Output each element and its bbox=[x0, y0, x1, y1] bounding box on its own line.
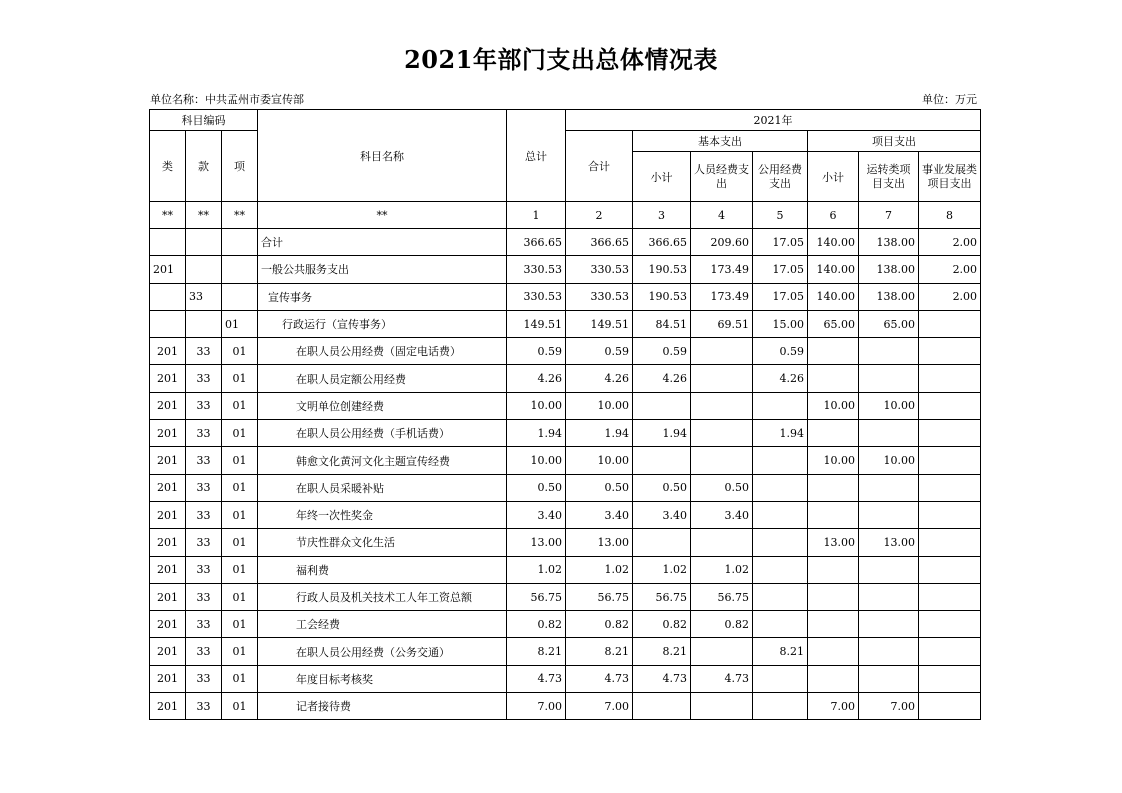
cell-xiang bbox=[222, 283, 258, 310]
cell-xiang: 01 bbox=[222, 665, 258, 692]
cell-career bbox=[919, 310, 981, 337]
cell-personnel: 209.60 bbox=[691, 229, 753, 256]
index-cell: 2 bbox=[566, 202, 633, 229]
header-basic-subtotal: 小计 bbox=[633, 152, 691, 202]
cell-basic-subtotal: 0.50 bbox=[633, 474, 691, 501]
cell-lei: 201 bbox=[150, 693, 186, 720]
cell-total: 366.65 bbox=[507, 229, 566, 256]
index-cell: 8 bbox=[919, 202, 981, 229]
cell-subject-name: 行政运行（宣传事务） bbox=[258, 310, 507, 337]
cell-xiang: 01 bbox=[222, 447, 258, 474]
cell-sum: 1.94 bbox=[566, 420, 633, 447]
cell-personnel: 173.49 bbox=[691, 283, 753, 310]
cell-career bbox=[919, 392, 981, 419]
table-row bbox=[150, 638, 981, 665]
cell-basic-subtotal: 190.53 bbox=[633, 256, 691, 283]
cell-sum: 330.53 bbox=[566, 283, 633, 310]
cell-project-subtotal: 10.00 bbox=[808, 447, 859, 474]
table-row bbox=[150, 447, 981, 474]
cell-personnel bbox=[691, 638, 753, 665]
cell-transfer bbox=[859, 556, 919, 583]
cell-public: 4.26 bbox=[753, 365, 808, 392]
cell-basic-subtotal: 1.02 bbox=[633, 556, 691, 583]
table-row bbox=[150, 665, 981, 692]
cell-kuan: 33 bbox=[186, 365, 222, 392]
cell-public: 17.05 bbox=[753, 256, 808, 283]
cell-lei: 201 bbox=[150, 501, 186, 528]
cell-xiang: 01 bbox=[222, 365, 258, 392]
table-row bbox=[150, 392, 981, 419]
cell-personnel: 3.40 bbox=[691, 501, 753, 528]
table-row bbox=[150, 283, 981, 310]
cell-project-subtotal bbox=[808, 638, 859, 665]
cell-personnel bbox=[691, 365, 753, 392]
cell-career bbox=[919, 447, 981, 474]
cell-subject-name: 宣传事务 bbox=[258, 283, 507, 310]
cell-xiang: 01 bbox=[222, 338, 258, 365]
unit-name-label: 单位名称：中共孟州市委宣传部 bbox=[150, 93, 304, 106]
cell-career bbox=[919, 693, 981, 720]
cell-lei: 201 bbox=[150, 529, 186, 556]
header-transfer: 运转类项目支出 bbox=[859, 152, 919, 202]
cell-xiang: 01 bbox=[222, 501, 258, 528]
cell-total: 330.53 bbox=[507, 283, 566, 310]
cell-lei: 201 bbox=[150, 638, 186, 665]
cell-total: 0.50 bbox=[507, 474, 566, 501]
table-row bbox=[150, 338, 981, 365]
cell-basic-subtotal bbox=[633, 693, 691, 720]
cell-personnel bbox=[691, 447, 753, 474]
cell-lei: 201 bbox=[150, 338, 186, 365]
cell-project-subtotal bbox=[808, 501, 859, 528]
index-cell: ** bbox=[186, 202, 222, 229]
cell-transfer: 138.00 bbox=[859, 256, 919, 283]
cell-project-subtotal bbox=[808, 474, 859, 501]
cell-subject-name: 一般公共服务支出 bbox=[258, 256, 507, 283]
cell-public bbox=[753, 693, 808, 720]
cell-public bbox=[753, 556, 808, 583]
cell-kuan: 33 bbox=[186, 693, 222, 720]
cell-lei: 201 bbox=[150, 392, 186, 419]
cell-kuan: 33 bbox=[186, 283, 222, 310]
table-row bbox=[150, 693, 981, 720]
index-cell: 1 bbox=[507, 202, 566, 229]
header-career: 事业发展类项目支出 bbox=[919, 152, 981, 202]
cell-public bbox=[753, 665, 808, 692]
cell-transfer: 138.00 bbox=[859, 283, 919, 310]
cell-subject-name: 文明单位创建经费 bbox=[258, 392, 507, 419]
cell-subject-name: 韩愈文化黄河文化主题宣传经费 bbox=[258, 447, 507, 474]
table-row bbox=[150, 474, 981, 501]
cell-career: 2.00 bbox=[919, 283, 981, 310]
cell-project-subtotal: 65.00 bbox=[808, 310, 859, 337]
cell-sum: 330.53 bbox=[566, 256, 633, 283]
cell-career bbox=[919, 365, 981, 392]
cell-career bbox=[919, 556, 981, 583]
cell-public: 8.21 bbox=[753, 638, 808, 665]
cell-personnel: 69.51 bbox=[691, 310, 753, 337]
cell-lei: 201 bbox=[150, 365, 186, 392]
cell-public bbox=[753, 501, 808, 528]
cell-transfer: 13.00 bbox=[859, 529, 919, 556]
cell-subject-name: 在职人员定额公用经费 bbox=[258, 365, 507, 392]
cell-public bbox=[753, 474, 808, 501]
cell-public bbox=[753, 447, 808, 474]
cell-basic-subtotal: 4.26 bbox=[633, 365, 691, 392]
cell-career: 2.00 bbox=[919, 229, 981, 256]
index-cell: ** bbox=[150, 202, 186, 229]
cell-project-subtotal bbox=[808, 611, 859, 638]
cell-personnel bbox=[691, 392, 753, 419]
cell-subject-name: 在职人员公用经费（手机话费） bbox=[258, 420, 507, 447]
cell-lei: 201 bbox=[150, 447, 186, 474]
cell-lei: 201 bbox=[150, 474, 186, 501]
cell-project-subtotal bbox=[808, 583, 859, 610]
cell-transfer bbox=[859, 420, 919, 447]
cell-kuan bbox=[186, 229, 222, 256]
cell-sum: 4.26 bbox=[566, 365, 633, 392]
cell-xiang: 01 bbox=[222, 693, 258, 720]
header-row-1 bbox=[150, 110, 981, 131]
cell-project-subtotal bbox=[808, 365, 859, 392]
cell-career bbox=[919, 583, 981, 610]
table-row bbox=[150, 365, 981, 392]
cell-kuan: 33 bbox=[186, 501, 222, 528]
cell-personnel bbox=[691, 529, 753, 556]
header-public: 公用经费支出 bbox=[753, 152, 808, 202]
cell-personnel: 173.49 bbox=[691, 256, 753, 283]
header-year: 2021年 bbox=[566, 110, 981, 131]
cell-total: 10.00 bbox=[507, 447, 566, 474]
index-cell: ** bbox=[222, 202, 258, 229]
cell-personnel: 0.50 bbox=[691, 474, 753, 501]
table-row bbox=[150, 229, 981, 256]
cell-lei: 201 bbox=[150, 611, 186, 638]
cell-transfer bbox=[859, 338, 919, 365]
cell-transfer: 138.00 bbox=[859, 229, 919, 256]
table-row bbox=[150, 310, 981, 337]
cell-total: 0.59 bbox=[507, 338, 566, 365]
table-row bbox=[150, 420, 981, 447]
header-project-subtotal: 小计 bbox=[808, 152, 859, 202]
cell-kuan bbox=[186, 256, 222, 283]
cell-sum: 7.00 bbox=[566, 693, 633, 720]
cell-public bbox=[753, 583, 808, 610]
cell-transfer bbox=[859, 474, 919, 501]
cell-xiang: 01 bbox=[222, 583, 258, 610]
cell-transfer bbox=[859, 665, 919, 692]
cell-subject-name: 记者接待费 bbox=[258, 693, 507, 720]
cell-basic-subtotal: 56.75 bbox=[633, 583, 691, 610]
cell-public: 17.05 bbox=[753, 229, 808, 256]
cell-kuan: 33 bbox=[186, 583, 222, 610]
cell-basic-subtotal: 8.21 bbox=[633, 638, 691, 665]
cell-basic-subtotal: 366.65 bbox=[633, 229, 691, 256]
cell-transfer: 10.00 bbox=[859, 392, 919, 419]
index-cell: 5 bbox=[753, 202, 808, 229]
cell-public: 1.94 bbox=[753, 420, 808, 447]
cell-career bbox=[919, 338, 981, 365]
table-row bbox=[150, 529, 981, 556]
cell-sum: 4.73 bbox=[566, 665, 633, 692]
cell-project-subtotal bbox=[808, 556, 859, 583]
cell-personnel: 1.02 bbox=[691, 556, 753, 583]
table-row bbox=[150, 611, 981, 638]
cell-career bbox=[919, 665, 981, 692]
header-subject-code: 科目编码 bbox=[150, 110, 258, 131]
cell-lei bbox=[150, 229, 186, 256]
cell-xiang: 01 bbox=[222, 392, 258, 419]
cell-xiang: 01 bbox=[222, 310, 258, 337]
cell-xiang: 01 bbox=[222, 611, 258, 638]
index-cell: 4 bbox=[691, 202, 753, 229]
header-basic: 基本支出 bbox=[633, 131, 808, 152]
cell-total: 8.21 bbox=[507, 638, 566, 665]
cell-public: 0.59 bbox=[753, 338, 808, 365]
cell-basic-subtotal: 4.73 bbox=[633, 665, 691, 692]
cell-total: 1.94 bbox=[507, 420, 566, 447]
page-title: 2021年部门支出总体情况表 bbox=[404, 45, 718, 74]
cell-project-subtotal: 13.00 bbox=[808, 529, 859, 556]
cell-sum: 0.82 bbox=[566, 611, 633, 638]
cell-lei: 201 bbox=[150, 583, 186, 610]
cell-lei: 201 bbox=[150, 556, 186, 583]
cell-xiang: 01 bbox=[222, 638, 258, 665]
cell-subject-name: 工会经费 bbox=[258, 611, 507, 638]
cell-kuan: 33 bbox=[186, 474, 222, 501]
cell-career: 2.00 bbox=[919, 256, 981, 283]
cell-transfer bbox=[859, 638, 919, 665]
cell-career bbox=[919, 501, 981, 528]
cell-sum: 3.40 bbox=[566, 501, 633, 528]
index-cell: 7 bbox=[859, 202, 919, 229]
cell-total: 330.53 bbox=[507, 256, 566, 283]
cell-total: 1.02 bbox=[507, 556, 566, 583]
cell-project-subtotal bbox=[808, 665, 859, 692]
cell-project-subtotal: 7.00 bbox=[808, 693, 859, 720]
table-row bbox=[150, 501, 981, 528]
cell-personnel bbox=[691, 693, 753, 720]
cell-personnel: 0.82 bbox=[691, 611, 753, 638]
cell-transfer: 10.00 bbox=[859, 447, 919, 474]
cell-basic-subtotal bbox=[633, 447, 691, 474]
cell-sum: 1.02 bbox=[566, 556, 633, 583]
cell-public: 15.00 bbox=[753, 310, 808, 337]
cell-project-subtotal: 140.00 bbox=[808, 229, 859, 256]
header-lei: 类 bbox=[150, 131, 186, 202]
cell-xiang: 01 bbox=[222, 474, 258, 501]
cell-total: 4.73 bbox=[507, 665, 566, 692]
index-cell: 6 bbox=[808, 202, 859, 229]
cell-sum: 13.00 bbox=[566, 529, 633, 556]
cell-lei: 201 bbox=[150, 256, 186, 283]
cell-subject-name: 福利费 bbox=[258, 556, 507, 583]
cell-xiang bbox=[222, 256, 258, 283]
index-row bbox=[150, 202, 981, 229]
cell-project-subtotal bbox=[808, 420, 859, 447]
cell-kuan: 33 bbox=[186, 338, 222, 365]
table-body bbox=[150, 229, 981, 720]
table-row bbox=[150, 583, 981, 610]
cell-subject-name: 年终一次性奖金 bbox=[258, 501, 507, 528]
cell-public bbox=[753, 529, 808, 556]
cell-subject-name: 年度目标考核奖 bbox=[258, 665, 507, 692]
cell-kuan: 33 bbox=[186, 665, 222, 692]
header-total: 总计 bbox=[507, 110, 566, 202]
cell-basic-subtotal: 0.59 bbox=[633, 338, 691, 365]
cell-lei: 201 bbox=[150, 420, 186, 447]
cell-total: 7.00 bbox=[507, 693, 566, 720]
cell-xiang: 01 bbox=[222, 529, 258, 556]
cell-total: 3.40 bbox=[507, 501, 566, 528]
cell-career bbox=[919, 529, 981, 556]
expenditure-table bbox=[149, 109, 981, 720]
cell-career bbox=[919, 474, 981, 501]
cell-kuan: 33 bbox=[186, 392, 222, 419]
cell-kuan: 33 bbox=[186, 529, 222, 556]
header-personnel: 人员经费支出 bbox=[691, 152, 753, 202]
cell-career bbox=[919, 611, 981, 638]
cell-public bbox=[753, 611, 808, 638]
cell-sum: 10.00 bbox=[566, 392, 633, 419]
cell-career bbox=[919, 638, 981, 665]
cell-total: 4.26 bbox=[507, 365, 566, 392]
cell-personnel bbox=[691, 338, 753, 365]
cell-personnel: 4.73 bbox=[691, 665, 753, 692]
table-row bbox=[150, 256, 981, 283]
cell-project-subtotal: 10.00 bbox=[808, 392, 859, 419]
header-project: 项目支出 bbox=[808, 131, 981, 152]
cell-transfer bbox=[859, 501, 919, 528]
cell-public bbox=[753, 392, 808, 419]
cell-sum: 149.51 bbox=[566, 310, 633, 337]
cell-lei: 201 bbox=[150, 665, 186, 692]
cell-sum: 366.65 bbox=[566, 229, 633, 256]
cell-lei bbox=[150, 283, 186, 310]
cell-sum: 8.21 bbox=[566, 638, 633, 665]
cell-personnel bbox=[691, 420, 753, 447]
cell-transfer bbox=[859, 583, 919, 610]
cell-basic-subtotal: 190.53 bbox=[633, 283, 691, 310]
cell-basic-subtotal: 84.51 bbox=[633, 310, 691, 337]
cell-public: 17.05 bbox=[753, 283, 808, 310]
cell-lei bbox=[150, 310, 186, 337]
cell-kuan: 33 bbox=[186, 556, 222, 583]
cell-subject-name: 在职人员公用经费（固定电话费） bbox=[258, 338, 507, 365]
cell-project-subtotal: 140.00 bbox=[808, 256, 859, 283]
cell-kuan: 33 bbox=[186, 611, 222, 638]
cell-project-subtotal bbox=[808, 338, 859, 365]
cell-kuan bbox=[186, 310, 222, 337]
cell-project-subtotal: 140.00 bbox=[808, 283, 859, 310]
cell-total: 10.00 bbox=[507, 392, 566, 419]
cell-kuan: 33 bbox=[186, 447, 222, 474]
cell-total: 0.82 bbox=[507, 611, 566, 638]
cell-kuan: 33 bbox=[186, 638, 222, 665]
cell-transfer: 7.00 bbox=[859, 693, 919, 720]
cell-subject-name: 行政人员及机关技术工人年工资总额 bbox=[258, 583, 507, 610]
cell-career bbox=[919, 420, 981, 447]
header-xiang: 项 bbox=[222, 131, 258, 202]
table-row bbox=[150, 556, 981, 583]
cell-transfer bbox=[859, 611, 919, 638]
cell-transfer bbox=[859, 365, 919, 392]
cell-total: 13.00 bbox=[507, 529, 566, 556]
cell-sum: 10.00 bbox=[566, 447, 633, 474]
cell-kuan: 33 bbox=[186, 420, 222, 447]
cell-sum: 0.59 bbox=[566, 338, 633, 365]
index-cell: 3 bbox=[633, 202, 691, 229]
cell-basic-subtotal: 3.40 bbox=[633, 501, 691, 528]
cell-personnel: 56.75 bbox=[691, 583, 753, 610]
cell-transfer: 65.00 bbox=[859, 310, 919, 337]
cell-sum: 56.75 bbox=[566, 583, 633, 610]
cell-sum: 0.50 bbox=[566, 474, 633, 501]
header-subject-name: 科目名称 bbox=[258, 110, 507, 202]
cell-subject-name: 在职人员采暖补贴 bbox=[258, 474, 507, 501]
cell-subject-name: 合计 bbox=[258, 229, 507, 256]
cell-xiang: 01 bbox=[222, 556, 258, 583]
header-sum: 合计 bbox=[566, 131, 633, 202]
cell-xiang: 01 bbox=[222, 420, 258, 447]
cell-subject-name: 在职人员公用经费（公务交通） bbox=[258, 638, 507, 665]
cell-xiang bbox=[222, 229, 258, 256]
cell-total: 56.75 bbox=[507, 583, 566, 610]
cell-subject-name: 节庆性群众文化生活 bbox=[258, 529, 507, 556]
cell-basic-subtotal bbox=[633, 392, 691, 419]
header-kuan: 款 bbox=[186, 131, 222, 202]
cell-basic-subtotal bbox=[633, 529, 691, 556]
cell-basic-subtotal: 0.82 bbox=[633, 611, 691, 638]
currency-unit-label: 单位：万元 bbox=[922, 93, 977, 106]
cell-basic-subtotal: 1.94 bbox=[633, 420, 691, 447]
cell-total: 149.51 bbox=[507, 310, 566, 337]
index-cell: ** bbox=[258, 202, 507, 229]
